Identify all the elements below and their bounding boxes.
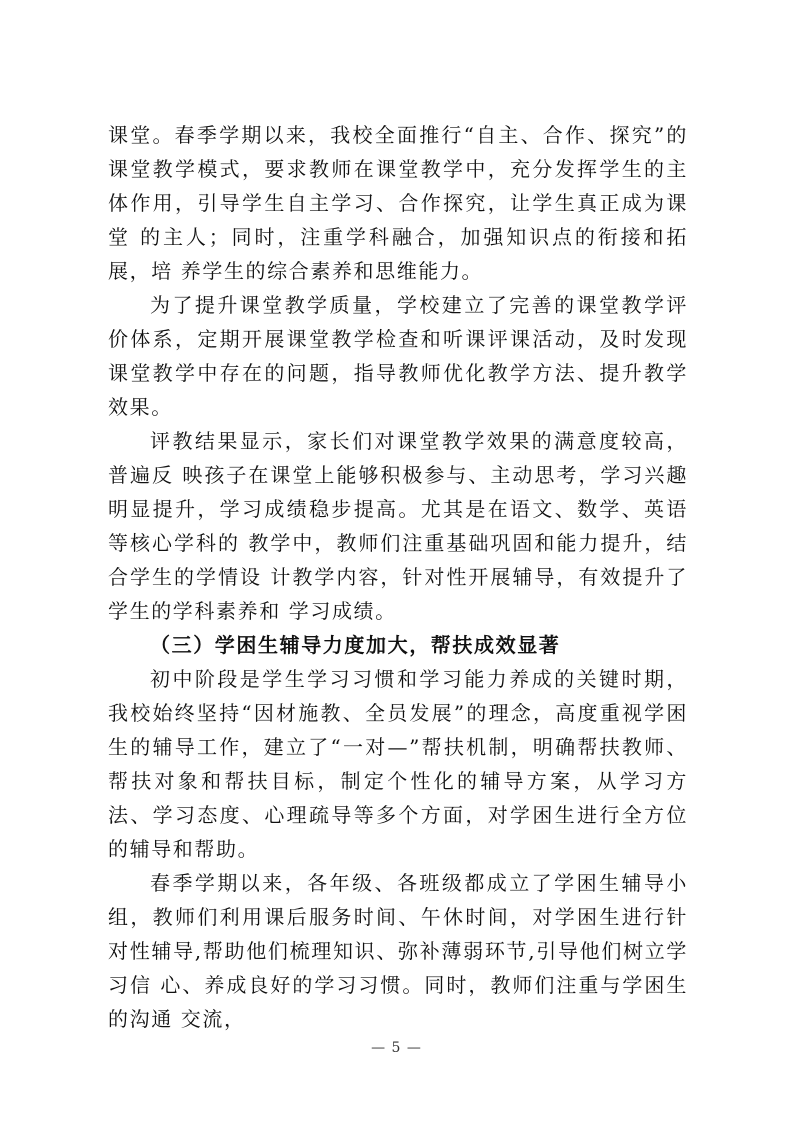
section-heading: （三）学困生辅导力度加大，帮扶成效显著 bbox=[150, 633, 561, 657]
document-body bbox=[108, 118, 688, 1036]
paragraph-tutoring-groups: 春季学期以来，各年级、各班级都成立了学困生辅导小组，教师们利用课后服务时间、午休时间，对学困生进行针对性辅导,帮助他们梳理知识、弥补薄弱环节,引导他们树立学习信 心、养成良好的学习习惯。同时，教师们注重与学困生的沟通 交流， bbox=[108, 871, 688, 1031]
paragraph-tutoring-mechanism: 初中阶段是学生学习习惯和学习能力养成的关键时期，我校始终坚持“因材施教、全员发展”的理念，高度重视学困生的辅导工作，建立了“一对—”帮扶机制，明确帮扶教师、帮扶对象和帮扶目标，制定个性化的辅导方案，从学习方法、学习态度、心理疏导等多个方面，对学困生进行全方位的辅导和帮助。 bbox=[108, 667, 688, 861]
paragraph-evaluation-results: 评教结果显示，家长们对课堂教学效果的满意度较高，普遍反 映孩子在课堂上能够积极参与、主动思考，学习兴趣明显提升，学习成绩稳步提高。尤其是在语文、数学、英语等核心学科的 教学中，教师们注重基础巩固和能力提升，结合学生的学情设 计教学内容，针对性开展辅导，有效提升了学生的学科素养和 学习成绩。 bbox=[108, 429, 688, 623]
paragraph-teaching-evaluation: 为了提升课堂教学质量，学校建立了完善的课堂教学评价体系，定期开展课堂教学检查和听课评课活动，及时发现课堂教学中存在的问题，指导教师优化教学方法、提升教学效果。 bbox=[108, 293, 688, 419]
paragraph-classroom-model: 课堂。春季学期以来，我校全面推行“自主、合作、探究”的课堂教学模式，要求教师在课堂教学中，充分发挥学生的主 体作用，引导学生自主学习、合作探究，让学生真正成为课堂 的主人；同时，注重学科融合，加强知识点的衔接和拓展，培 养学生的综合素养和思维能力。 bbox=[108, 123, 688, 283]
page-number: — 5 — bbox=[371, 1040, 422, 1056]
